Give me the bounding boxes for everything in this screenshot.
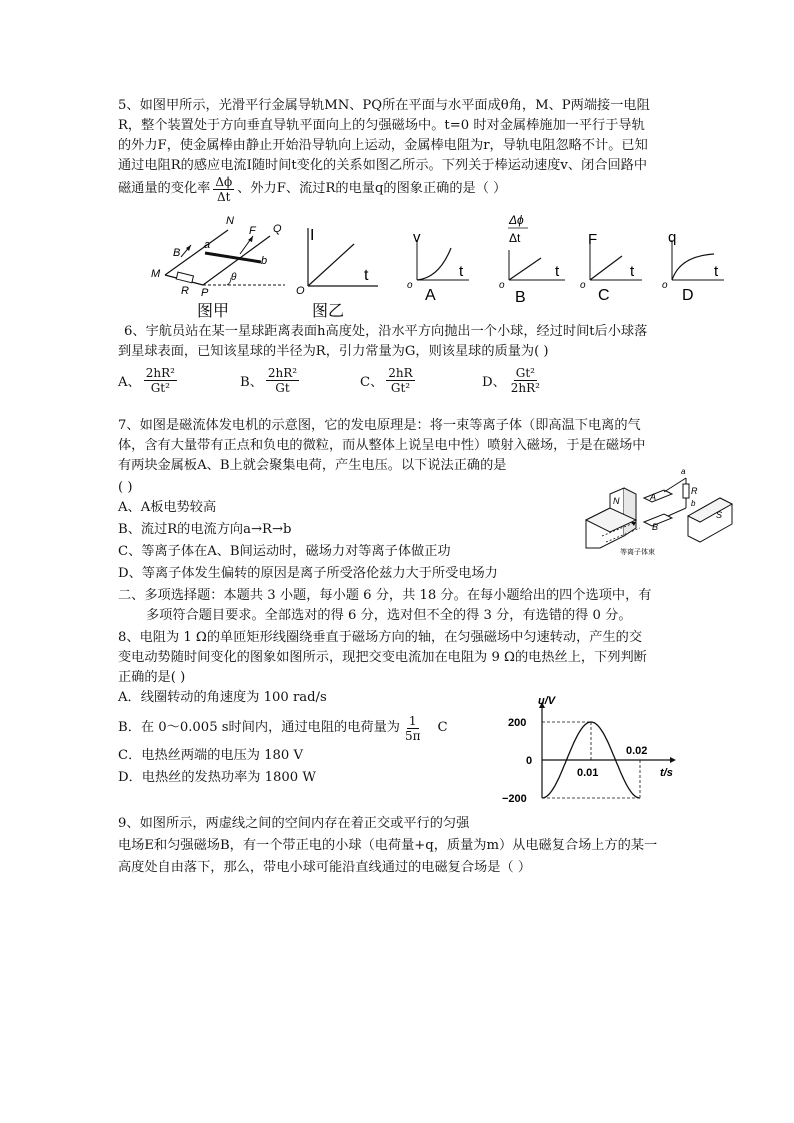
q8-option-c[interactable]: C．电热丝两端的电压为 180 V xyxy=(118,748,304,763)
label-P: P xyxy=(201,287,209,299)
label-N: N xyxy=(226,215,234,227)
q7-line-4: ( ) xyxy=(118,480,133,495)
graph-c-label: C xyxy=(598,287,610,304)
fraction-denominator: Gt xyxy=(275,380,290,395)
option-graph-b[interactable] xyxy=(491,210,581,306)
q5-line-1: 5、如图甲所示，光滑平行金属导轨MN、PQ所在平面与水平面成θ角，M、P两端接一电阻 xyxy=(118,98,650,113)
q6-option-c[interactable] xyxy=(360,360,418,400)
graph-a-origin: o xyxy=(407,280,413,291)
q5-line-5-pre: 磁通量的变化率 xyxy=(118,181,211,196)
y-tick-neg200: −200 xyxy=(502,793,527,805)
label-Q: Q xyxy=(273,223,282,235)
fraction-denominator: Δt xyxy=(216,189,231,204)
fraction-numerator: 2hR xyxy=(388,365,413,380)
label-M: M xyxy=(151,268,161,280)
q5-line-3: 的外力F，使金属棒由静止开始沿导轨向上运动，金属棒电阻为r，导轨电阻忽略不计。已知 xyxy=(118,138,648,153)
q6-line-1: 6、宇航员站在某一星球距离表面h高度处，沿水平方向抛出一个小球，经过时间t后小球落 xyxy=(124,324,648,339)
q5-line-2: R，整个装置处于方向垂直导轨平面向上的匀强磁场中。t=0 时对金属棒施加一平行于导轨 xyxy=(118,118,645,133)
q9-line-2: 电场E和匀强磁场B，有一个带正电的小球（电荷量+q，质量为m）从电磁复合场上方的某一 xyxy=(118,838,658,853)
figure-yi-graph xyxy=(292,224,384,320)
xlabel-t: t xyxy=(364,267,369,284)
graph-d-xlabel: t xyxy=(714,263,719,280)
label-R: R xyxy=(691,486,698,496)
graph-a-label: A xyxy=(425,287,436,304)
figure-mhd-generator xyxy=(580,464,740,556)
q6-option-b[interactable] xyxy=(240,360,302,400)
q6-option-a[interactable] xyxy=(118,360,180,400)
graph-b-xlabel: t xyxy=(555,263,560,280)
fraction-denominator: Gt² xyxy=(150,380,170,395)
option-graph-c[interactable] xyxy=(576,226,656,306)
ylabel-I: I xyxy=(310,227,315,244)
q9-line-1: 9、如图所示，两虚线之间的空间内存在着正交或平行的匀强 xyxy=(118,816,470,831)
magnet-S: S xyxy=(716,510,723,520)
option-fraction xyxy=(509,366,542,395)
q6-line-2: 到星球表面，已知该星球的半径为R，引力常量为G，则该星球的质量为( ) xyxy=(118,344,549,359)
graph-b-ylabel-den: Δt xyxy=(509,231,521,245)
fraction-denominator: Gt² xyxy=(390,380,411,395)
q8-line-1: 8、电阻为 1 Ω的单匝矩形线圈绕垂直于磁场方向的轴，在匀强磁场中匀速转动，产生的交 xyxy=(118,630,643,645)
option-fraction xyxy=(266,366,299,395)
label-a: a xyxy=(681,467,686,476)
fraction-numerator: 2hR² xyxy=(145,365,175,380)
figure-jia-rails xyxy=(145,212,295,320)
q6-options xyxy=(118,360,578,400)
graph-b-ylabel-num: Δϕ xyxy=(509,213,524,227)
q8-b-pre: B．在 0～0.005 s时间内，通过电阻的电荷量为 xyxy=(118,720,400,735)
section2-line-1: 二、多项选择题：本题共 3 小题，每小题 6 分，共 18 分。在每小题给出的四个选项中，有 xyxy=(118,588,652,603)
x-tick-001: 0.01 xyxy=(577,767,599,779)
voltage-time-chart xyxy=(494,696,694,806)
graph-b-label: B xyxy=(515,289,526,306)
y-tick-0: 0 xyxy=(526,755,533,767)
caption-jia: 图甲 xyxy=(197,303,230,320)
q8-line-3: 正确的是( ) xyxy=(118,670,186,685)
graph-d-origin: o xyxy=(662,280,668,291)
graph-a-xlabel: t xyxy=(459,263,464,280)
q5-line-4: 通过电阻R的感应电流I随时间t变化的关系如图乙所示。下列关于棒运动速度v、闭合回路中 xyxy=(118,158,648,173)
option-fraction xyxy=(386,366,414,395)
option-fraction xyxy=(144,366,177,395)
q7-option-c[interactable]: C、等离子体在A、B间运动时，磁场力对等离子体做正功 xyxy=(118,544,451,559)
option-letter: A、 xyxy=(118,374,141,390)
q7-line-2: 体，含有大量带有正点和负电的微粒，而从整体上说呈电中性）喷射入磁场，于是在磁场中 xyxy=(118,438,646,453)
option-letter: D、 xyxy=(482,374,506,390)
q9-line-3: 高度处自由落下，那么，带电小球可能沿直线通过的电磁复合场是（ ） xyxy=(118,860,532,875)
q8-option-b[interactable] xyxy=(118,710,448,746)
fraction-denominator: 5π xyxy=(404,728,421,743)
origin-O: O xyxy=(296,285,305,297)
option-letter: B、 xyxy=(240,374,263,390)
fraction-numerator: Gt² xyxy=(515,365,535,380)
q8-option-d[interactable]: D．电热丝的发热功率为 1800 W xyxy=(118,770,316,785)
graph-a-ylabel: v xyxy=(413,229,421,246)
x-tick-002: 0.02 xyxy=(626,745,648,757)
caption-yi: 图乙 xyxy=(312,303,345,320)
fraction-numerator: 1 xyxy=(408,713,417,728)
q8-option-a[interactable]: A．线圈转动的角速度为 100 rad/s xyxy=(118,690,327,705)
graph-d-ylabel: q xyxy=(668,229,677,246)
q7-line-1: 7、如图是磁流体发电机的示意图，它的发电原理是：将一束等离子体（即高温下电离的气 xyxy=(118,418,641,433)
graph-c-xlabel: t xyxy=(630,263,635,280)
ylabel: u/V xyxy=(538,696,556,707)
option-letter: C、 xyxy=(360,374,384,390)
label-F: F xyxy=(249,225,256,237)
q6-option-d[interactable] xyxy=(482,360,545,400)
plate-A: A xyxy=(650,492,657,502)
label-theta: θ xyxy=(231,272,237,283)
graph-c-origin: o xyxy=(580,280,586,291)
xlabel: t/s xyxy=(660,767,673,779)
q5-line-5-post: 、外力F、流过R的电量q的图象正确的是（ ） xyxy=(237,181,507,196)
q7-option-a[interactable]: A、A板电势较高 xyxy=(118,500,217,515)
fraction-numerator: Δϕ xyxy=(215,174,233,189)
dphi-dt-fraction xyxy=(213,175,234,204)
label-B: B xyxy=(173,247,181,259)
graph-b-origin: o xyxy=(499,280,505,291)
plasma-beam-caption: 等离子体束 xyxy=(620,549,655,556)
q7-line-3: 有两块金属板A、B上就会聚集电荷，产生电压。以下说法正确的是 xyxy=(118,458,507,473)
option-graph-a[interactable] xyxy=(403,226,483,306)
q7-option-d[interactable]: D、等离子体发生偏转的原因是离子所受洛伦兹力大于所受电场力 xyxy=(118,566,498,581)
option-graph-d[interactable] xyxy=(658,226,738,306)
q5-line-5 xyxy=(118,172,506,206)
section2-line-2: 多项符合题目要求。全部选对的得 6 分，选对但不全的得 3 分，有选错的得 0 分。 xyxy=(146,608,632,623)
q8-line-2: 变电动势随时间变化的图象如图所示，现把交变电流加在电阻为 9 Ω的电热丝上，下列判断 xyxy=(118,650,647,665)
graph-c-ylabel: F xyxy=(588,231,598,248)
plate-B: B xyxy=(652,522,659,532)
q8-b-unit: C xyxy=(437,720,448,735)
magnet-N: N xyxy=(613,496,620,506)
graph-d-label: D xyxy=(682,287,694,304)
fraction-numerator: 2hR² xyxy=(267,365,298,380)
fraction-denominator: 2hR² xyxy=(510,380,540,395)
label-b: b xyxy=(691,499,696,508)
label-a: a xyxy=(204,239,211,251)
charge-fraction xyxy=(403,714,423,743)
y-tick-200: 200 xyxy=(508,717,527,729)
q7-option-b[interactable]: B、流过R的电流方向a→R→b xyxy=(118,522,292,537)
label-b: b xyxy=(261,255,268,267)
label-R: R xyxy=(181,285,189,297)
